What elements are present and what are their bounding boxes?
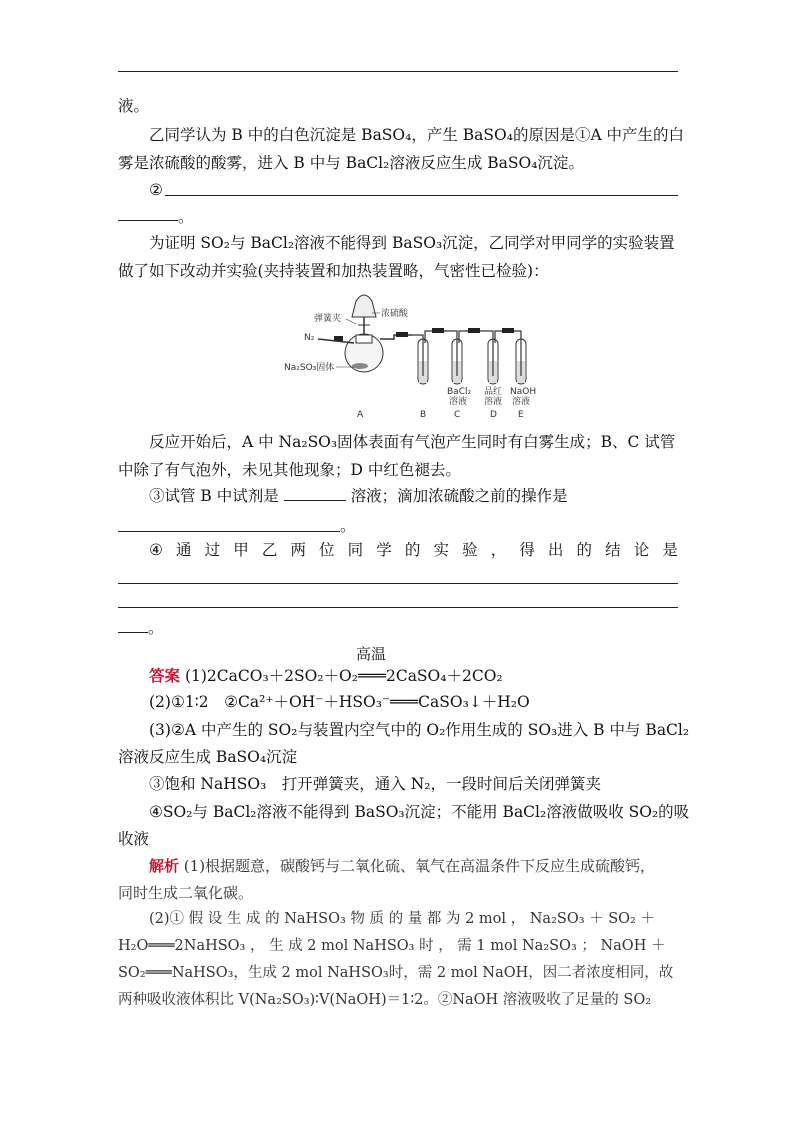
tube-e-label: NaOH (510, 387, 537, 397)
explanation-line: 同时生成二氧化碳。 (118, 884, 254, 902)
answer-blank[interactable] (118, 531, 340, 532)
letter-e: E (518, 410, 524, 420)
label-solid: Na₂SO₃固体 (284, 363, 335, 373)
letter-d: D (490, 410, 497, 420)
question-3-part: 溶液；滴加浓硫酸之前的操作是 (350, 487, 568, 505)
char: 学 (376, 541, 392, 559)
label-n2: N₂ (304, 333, 315, 343)
answer-line: 溶液反应生成 BaSO₄沉淀 (118, 748, 298, 766)
text-line: 。 (148, 619, 164, 637)
text-line: 反应开始后，A 中 Na₂SO₃固体表面有气泡产生同时有白雾生成；B、C 试管 (149, 433, 676, 451)
char: 论 (633, 541, 650, 559)
char: 出 (547, 541, 564, 559)
tube-d-label: 溶液 (484, 397, 503, 407)
char: 乙 (261, 541, 278, 559)
explanation-label: 解析 (149, 857, 180, 875)
char: 的 (576, 541, 593, 559)
funnel-icon (352, 295, 376, 317)
answer-line: 收液 (118, 830, 150, 848)
text-line: 液。 (118, 97, 150, 115)
tube-d-label: 品红 (484, 387, 503, 397)
letter-b: B (420, 410, 427, 420)
char: 位 (319, 541, 335, 559)
explanation-line: (2)① 假 设 生 成 的 NaHSO₃ 物 质 的 量 都 为 2 mol ， Na₂SO₃ ＋ SO₂ ＋ (149, 911, 655, 927)
char: ， (490, 541, 507, 559)
answer-blank[interactable] (118, 220, 178, 221)
char: 验 (462, 541, 478, 559)
explanation-line: SO₂═══NaHSO₃，生成 2 mol NaHSO₃时，需 2 mol NaOH，因二者浓度相同，故 (118, 965, 674, 981)
text-line: 乙同学认为 B 中的白色沉淀是 BaSO₄，产生 BaSO₄的原因是①A 中产生的白 (149, 126, 685, 144)
text-line: 中除了有气泡外，未见其他现象；D 中红色褪去。 (118, 461, 461, 479)
char: 两 (290, 541, 306, 559)
text-line: 做了如下改动并实验(夹持装置和加热装置略，气密性已检验)： (118, 262, 549, 280)
answer-line: ④SO₂与 BaCl₂溶液不能得到 BaSO₃沉淀；不能用 BaCl₂溶液做吸收 SO₂的吸 (149, 803, 690, 821)
answer-text: (1)2CaCO₃＋2SO₂＋O₂═══2CaSO₄＋2CO₂ (184, 667, 503, 685)
tube-c-label: 溶液 (449, 397, 468, 407)
answer-label: 答案 (149, 666, 181, 685)
question-4-line (118, 536, 678, 565)
char: 同 (347, 541, 364, 559)
char: 通 (176, 541, 192, 559)
tube-c-label: BaCl₂ (447, 387, 472, 397)
answer-line: (2)①1∶2 ②Ca²⁺＋OH⁻＋HSO₃⁻═══CaSO₃↓＋H₂O (149, 693, 530, 711)
char: 实 (433, 541, 449, 559)
text-line: 雾是浓硫酸的酸雾，进入 B 中与 BaCl₂溶液反应生成 BaSO₄沉淀。 (118, 154, 584, 172)
question-3-part: ③试管 B 中试剂是 (149, 487, 279, 505)
char: ④ (149, 541, 163, 559)
answer-blank[interactable] (284, 482, 346, 501)
char: 结 (605, 541, 621, 559)
question-number: ② (149, 181, 163, 199)
char: 是 (662, 541, 678, 559)
text-line: 。 (178, 208, 194, 226)
letter-a: A (357, 410, 364, 420)
letter-c: C (454, 410, 461, 420)
answer-line (118, 661, 709, 691)
char: 的 (404, 541, 421, 559)
explanation-line: H₂O═══2NaHSO₃ ， 生 成 2 mol NaHSO₃ 时 ， 需 1 mol Na₂SO₃ ； NaOH ＋ (118, 938, 666, 954)
char: 得 (519, 541, 535, 559)
header-rule (118, 71, 678, 72)
answer-blank[interactable] (118, 607, 678, 608)
label-acid: 浓硫酸 (381, 309, 409, 319)
text-line: 为证明 SO₂与 BaCl₂溶液不能得到 BaSO₃沉淀，乙同学对甲同学的实验装置 (149, 234, 675, 252)
answer-line: (3)②A 中产生的 SO₂与装置内空气中的 O₂作用生成的 SO₃进入 B 中与 BaCl₂ (149, 721, 690, 739)
text-line: 。 (340, 517, 356, 535)
answer-line: ③饱和 NaHSO₃ 打开弹簧夹，通入 N₂，一段时间后关闭弹簧夹 (149, 775, 601, 793)
explanation-line (118, 852, 709, 881)
answer-blank[interactable] (118, 632, 148, 633)
char: 过 (204, 541, 221, 559)
apparatus-diagram (284, 291, 544, 421)
condition-label: 高温 (356, 645, 387, 663)
tube-e-label: 溶液 (512, 397, 531, 407)
explanation-text: (1)根据题意，碳酸钙与二氧化硫、氧气在高温条件下反应生成硫酸钙， (183, 857, 656, 875)
answer-blank[interactable] (165, 195, 678, 196)
label-clip: 弹簧夹 (314, 314, 342, 324)
answer-blank[interactable] (118, 583, 678, 584)
question-3-line (118, 482, 709, 511)
question-2-line (118, 176, 709, 205)
char: 甲 (233, 541, 249, 559)
explanation-line: 两种吸收液体积比 V(Na₂SO₃)∶V(NaOH)＝1∶2。②NaOH 溶液吸收了足量的 SO₂ (118, 992, 652, 1008)
